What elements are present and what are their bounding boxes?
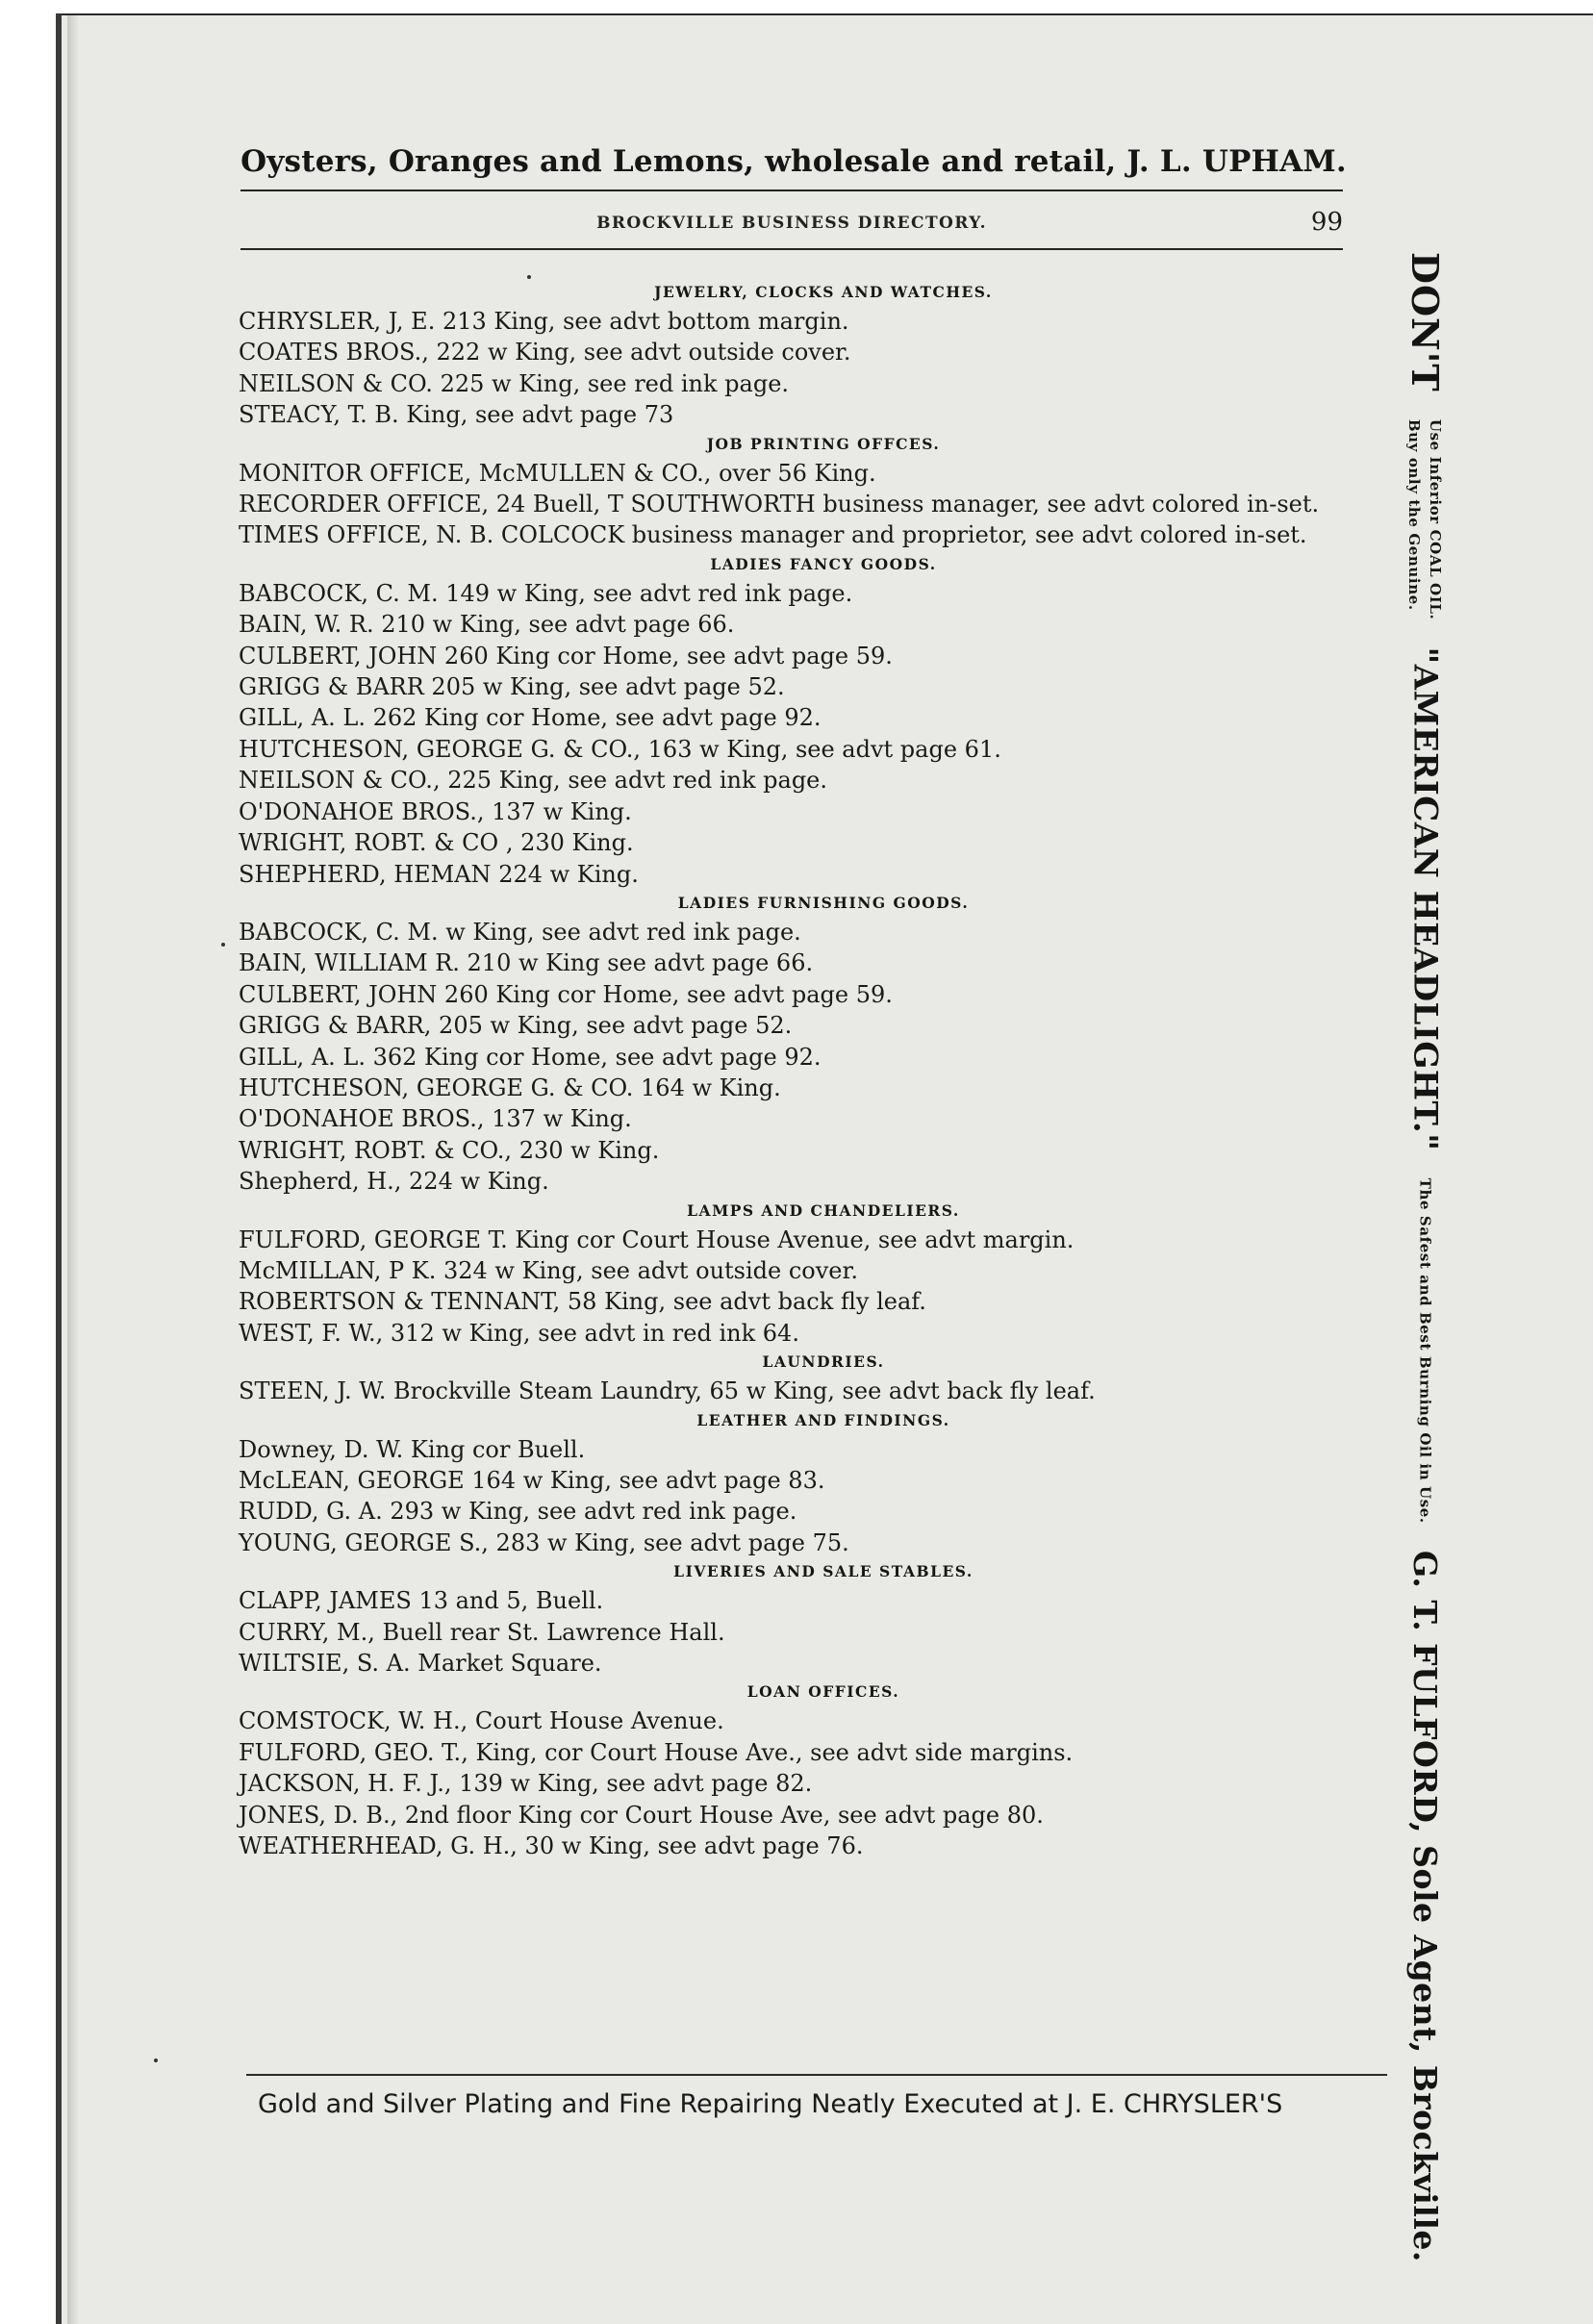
print-speck [221, 943, 225, 947]
directory-entry: CULBERT, JOHN 260 King cor Home, see advt page 59. [239, 980, 893, 1008]
directory-entry: GRIGG & BARR, 205 w King, see advt page 52. [239, 1012, 793, 1040]
section-heading: LAUNDRIES. [762, 1352, 885, 1372]
side-margin-advert [1347, 252, 1447, 2262]
print-speck [527, 275, 531, 279]
header-rule [240, 248, 1343, 250]
page-gutter-shadow [67, 15, 79, 2324]
entry-list [239, 306, 1351, 431]
directory-entry: WRIGHT, ROBT. & CO., 230 w King. [239, 1136, 660, 1164]
directory-entry: RUDD, G. A. 293 w King, see advt red ink page. [239, 1498, 797, 1526]
section-laundries [239, 1349, 1351, 1406]
section-ladies-fancy-goods [239, 551, 1351, 890]
running-title: BROCKVILLE BUSINESS DIRECTORY. [596, 214, 987, 233]
entry-list [239, 1705, 1351, 1861]
directory-entry: McMILLAN, P K. 324 w King, see advt outside cover. [239, 1256, 858, 1284]
section-loan-offices [239, 1679, 1351, 1861]
section-leather-findings [239, 1407, 1351, 1559]
directory-entry: HUTCHESON, GEORGE G. & CO. 164 w King. [239, 1074, 781, 1101]
directory-entry: RECORDER OFFICE, 24 Buell, T SOUTHWORTH business manager, see advt colored in-set. [239, 491, 1320, 518]
directory-entry: MONITOR OFFICE, McMULLEN & CO., over 56 King. [239, 459, 876, 487]
side-agent: G. T. FULFORD, Sole Agent, Brockville. [1406, 1550, 1444, 2262]
directory-entry: HUTCHESON, GEORGE G. & CO., 163 w King, see advt page 61. [239, 735, 1001, 763]
section-heading: LIVERIES AND SALE STABLES. [673, 1562, 974, 1581]
directory-entry: CHRYSLER, J, E. 213 King, see advt bottom margin. [239, 308, 849, 335]
directory-entry: NEILSON & CO. 225 w King, see red ink page. [239, 369, 790, 397]
directory-entry: WILTSIE, S. A. Market Square. [239, 1650, 602, 1678]
directory-listing [239, 279, 1351, 1861]
section-heading: LAMPS AND CHANDELIERS. [687, 1200, 960, 1220]
entry-list [239, 458, 1351, 551]
directory-entry: STEACY, T. B. King, see advt page 73 [239, 401, 674, 429]
directory-entry: TIMES OFFICE, N. B. COLCOCK business manager and proprietor, see advt colored in-set. [239, 521, 1307, 549]
print-speck [154, 2059, 158, 2062]
directory-entry: BAIN, W. R. 210 w King, see advt page 66. [239, 611, 735, 639]
directory-entry: GILL, A. L. 362 King cor Home, see advt page 92. [239, 1043, 822, 1071]
directory-entry: BAIN, WILLIAM R. 210 w King see advt page 66. [239, 949, 814, 977]
directory-entry: COATES BROS., 222 w King, see advt outside cover. [239, 339, 851, 366]
directory-entry: YOUNG, GEORGE S., 283 w King, see advt page 75. [239, 1528, 849, 1556]
entry-list [239, 1376, 1351, 1406]
entry-list [239, 1434, 1351, 1559]
section-lamps-chandeliers [239, 1198, 1351, 1350]
section-heading: LADIES FANCY GOODS. [710, 554, 937, 573]
side-dont: DON'T [1403, 252, 1447, 392]
directory-entry: CULBERT, JOHN 260 King cor Home, see advt page 59. [239, 642, 893, 669]
section-heading: LOAN OFFICES. [746, 1682, 900, 1702]
top-rule [240, 189, 1343, 191]
directory-entry: NEILSON & CO., 225 King, see advt red ink page. [239, 767, 828, 795]
directory-entry: ROBERTSON & TENNANT, 58 King, see advt back fly leaf. [239, 1288, 926, 1316]
side-margin-text [1347, 252, 1447, 2262]
directory-entry: WEST, F. W., 312 w King, see advt in red ink 64. [239, 1319, 799, 1347]
directory-entry: WRIGHT, ROBT. & CO , 230 King. [239, 829, 634, 857]
section-liveries [239, 1558, 1351, 1679]
directory-entry: WEATHERHEAD, G. H., 30 w King, see advt page 76. [239, 1832, 864, 1860]
directory-entry: COMSTOCK, W. H., Court House Avenue. [239, 1707, 724, 1735]
directory-entry: JONES, D. B., 2nd floor King cor Court House Ave, see advt page 80. [239, 1801, 1044, 1829]
directory-entry: SHEPHERD, HEMAN 224 w King. [239, 860, 639, 888]
directory-entry: BABCOCK, C. M. 149 w King, see advt red ink page. [239, 579, 853, 607]
side-headlight: "AMERICAN HEADLIGHT." [1405, 646, 1445, 1151]
side-small-line: Buy only the Genuine. [1405, 418, 1424, 611]
section-jewelry [239, 279, 1351, 431]
side-small-block [1404, 419, 1447, 619]
entry-list [239, 1225, 1351, 1350]
top-advert: Oysters, Oranges and Lemons, wholesale and retail, J. L. UPHAM. [240, 144, 1347, 179]
entry-list [239, 917, 1351, 1198]
directory-entry: McLEAN, GEORGE 164 w King, see advt page 83. [239, 1467, 825, 1494]
directory-entry: STEEN, J. W. Brockville Steam Laundry, 65 w King, see advt back fly leaf. [239, 1377, 1096, 1405]
bottom-advert: Gold and Silver Plating and Fine Repairing Neatly Executed at J. E. CHRYSLER'S [258, 2089, 1283, 2119]
bottom-rule [246, 2074, 1387, 2076]
directory-entry: O'DONAHOE BROS., 137 w King. [239, 1105, 632, 1133]
directory-entry: Downey, D. W. King cor Buell. [239, 1435, 586, 1463]
section-heading: LADIES FURNISHING GOODS. [677, 893, 970, 912]
entry-list [239, 1585, 1351, 1679]
side-small-line: Use Inferior COAL OIL. [1427, 418, 1445, 620]
section-job-printing [239, 431, 1351, 551]
directory-entry: Shepherd, H., 224 w King. [239, 1168, 549, 1196]
directory-entry: FULFORD, GEORGE T. King cor Court House Avenue, see advt margin. [239, 1225, 1075, 1253]
page-number: 99 [1310, 208, 1343, 237]
directory-entry: CURRY, M., Buell rear St. Lawrence Hall. [239, 1618, 725, 1646]
directory-entry: GRIGG & BARR 205 w King, see advt page 52. [239, 673, 785, 701]
directory-entry: BABCOCK, C. M. w King, see advt red ink page. [239, 918, 801, 946]
running-head [240, 210, 1343, 242]
section-heading: LEATHER AND FINDINGS. [696, 1410, 950, 1429]
section-ladies-furnishing-goods [239, 890, 1351, 1198]
directory-entry: JACKSON, H. F. J., 139 w King, see advt page 82. [239, 1770, 813, 1798]
entry-list [239, 578, 1351, 890]
directory-entry: O'DONAHOE BROS., 137 w King. [239, 797, 632, 825]
section-heading: JEWELRY, CLOCKS AND WATCHES. [654, 283, 993, 301]
directory-entry: FULFORD, GEO. T., King, cor Court House Ave., see advt side margins. [239, 1738, 1074, 1766]
side-safest: The Safest and Best Burning Oil in Use. [1416, 1177, 1434, 1524]
directory-entry: CLAPP, JAMES 13 and 5, Buell. [239, 1587, 604, 1615]
section-heading: JOB PRINTING OFFCES. [706, 434, 941, 453]
directory-entry: GILL, A. L. 262 King cor Home, see advt page 92. [239, 704, 822, 732]
